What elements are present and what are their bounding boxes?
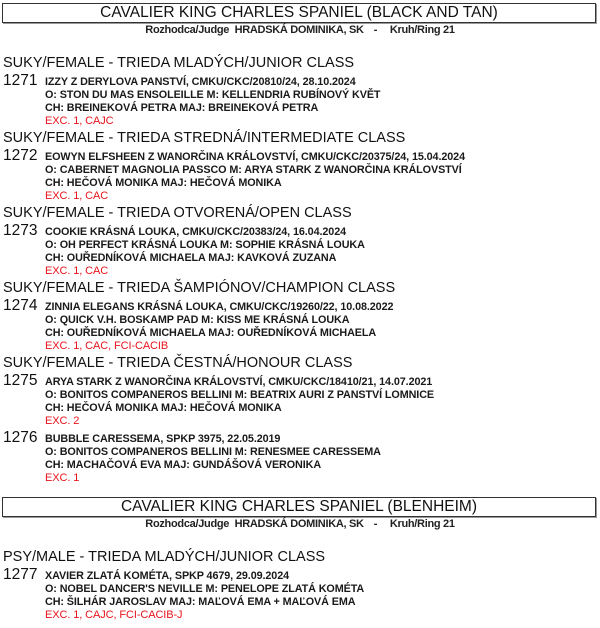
breed-title-box (2, 3, 596, 23)
owners-info: CH: BREINEKOVÁ PETRA MAJ: BREINEKOVÁ PETRA (45, 102, 319, 114)
result: EXC. 1, CAC (45, 265, 109, 277)
dog-info: EOWYN ELFSHEEN Z WANORČINA KRÁLOVSTVÍ, CMKU/CKC/20375/24, 15.04.2024 (45, 151, 465, 163)
owners-info: CH: OUŘEDNÍKOVÁ MICHAELA MAJ: KAVKOVÁ ZUZANA (45, 252, 337, 264)
dog-info: ZINNIA ELEGANS KRÁSNÁ LOUKA, CMKU/CKC/19260/22, 10.08.2022 (45, 301, 394, 313)
judge-name: HRADSKÁ DOMINIKA, SK (234, 24, 364, 36)
breed-title: CAVALIER KING CHARLES SPANIEL (BLENHEIM) (120, 498, 477, 515)
result: EXC. 1, CAJC (45, 115, 114, 127)
parents-info: O: NOBEL DANCER'S NEVILLE M: PENELOPE ZLATÁ KOMÉTA (45, 583, 365, 595)
dog-info: ARYA STARK Z WANORČINA KRÁLOVSTVÍ, CMKU/CKC/18410/21, 14.07.2021 (45, 376, 433, 388)
catalog-number: 1277 (3, 566, 38, 583)
catalog-number: 1274 (3, 297, 38, 314)
breed-title: CAVALIER KING CHARLES SPANIEL (BLACK AND TAN) (100, 4, 498, 21)
judge-separator: - (373, 518, 378, 530)
result: EXC. 1, CAC, FCI-CACIB (45, 340, 169, 352)
dog-info: IZZY Z DERYLOVA PANSTVÍ, CMKU/CKC/20810/24, 28.10.2024 (45, 76, 356, 88)
class-heading: SUKY/FEMALE - TRIEDA ČESTNÁ/HONOUR CLASS (3, 355, 353, 371)
judge-label: Rozhodca/Judge (145, 24, 230, 36)
owners-info: CH: ŠILHÁR JAROSLAV MAJ: MAĽOVÁ EMA + MAĽOVÁ EMA (45, 596, 356, 608)
parents-info: O: BONITOS COMPANEROS BELLINI M: BEATRIX AURI Z PANSTVÍ LOMNICE (45, 389, 434, 401)
judge-name: HRADSKÁ DOMINIKA, SK (234, 518, 364, 530)
catalog-number: 1271 (3, 72, 38, 89)
judge-line (0, 518, 600, 531)
catalog-number: 1276 (3, 429, 38, 446)
result: EXC. 1, CAC (45, 190, 109, 202)
class-heading: PSY/MALE - TRIEDA MLADÝCH/JUNIOR CLASS (3, 549, 326, 565)
judge-line (0, 24, 600, 37)
catalog-number: 1275 (3, 372, 38, 389)
catalog-number: 1273 (3, 222, 38, 239)
class-heading: SUKY/FEMALE - TRIEDA STREDNÁ/INTERMEDIATE CLASS (3, 130, 406, 146)
breed-title-box (2, 497, 596, 517)
parents-info: O: STON DU MAS ENSOLEILLE M: KELLENDRIA RUBÍNOVÝ KVĚT (45, 89, 381, 101)
class-heading: SUKY/FEMALE - TRIEDA ŠAMPIÓNOV/CHAMPION CLASS (3, 280, 396, 296)
judge-label: Rozhodca/Judge (145, 518, 230, 530)
judge-separator: - (373, 24, 378, 36)
dog-info: BUBBLE CARESSEMA, SPKP 3975, 22.05.2019 (45, 433, 281, 445)
class-heading: SUKY/FEMALE - TRIEDA OTVORENÁ/OPEN CLASS (3, 205, 352, 221)
dog-info: COOKIE KRÁSNÁ LOUKA, CMKU/CKC/20383/24, 16.04.2024 (45, 226, 347, 238)
parents-info: O: BONITOS COMPANEROS BELLINI M: RENESMEE CARESSEMA (45, 446, 381, 458)
owners-info: CH: HEČOVÁ MONIKA MAJ: HEČOVÁ MONIKA (45, 402, 282, 414)
result: EXC. 1 (45, 472, 80, 484)
parents-info: O: CABERNET MAGNOLIA PASSCO M: ARYA STARK Z WANORČINA KRÁLOVSTVÍ (45, 164, 462, 176)
result: EXC. 1, CAJC, FCI-CACIB-J (45, 609, 183, 621)
owners-info: CH: MACHAČOVÁ EVA MAJ: GUNDÁŠOVÁ VERONIKA (45, 459, 322, 471)
ring-label: Kruh/Ring 21 (389, 518, 455, 530)
class-heading: SUKY/FEMALE - TRIEDA MLADÝCH/JUNIOR CLASS (3, 55, 355, 71)
result: EXC. 2 (45, 415, 80, 427)
ring-label: Kruh/Ring 21 (389, 24, 455, 36)
parents-info: O: QUICK V.H. BOSKAMP PAD M: KISS ME KRÁSNÁ LOUKA (45, 314, 350, 326)
catalog-number: 1272 (3, 147, 38, 164)
dog-info: XAVIER ZLATÁ KOMÉTA, SPKP 4679, 29.09.2024 (45, 570, 290, 582)
owners-info: CH: OUŘEDNÍKOVÁ MICHAELA MAJ: OUŘEDNÍKOVÁ MICHAELA (45, 327, 377, 339)
parents-info: O: OH PERFECT KRÁSNÁ LOUKA M: SOPHIE KRÁSNÁ LOUKA (45, 239, 365, 251)
owners-info: CH: HEČOVÁ MONIKA MAJ: HEČOVÁ MONIKA (45, 177, 282, 189)
